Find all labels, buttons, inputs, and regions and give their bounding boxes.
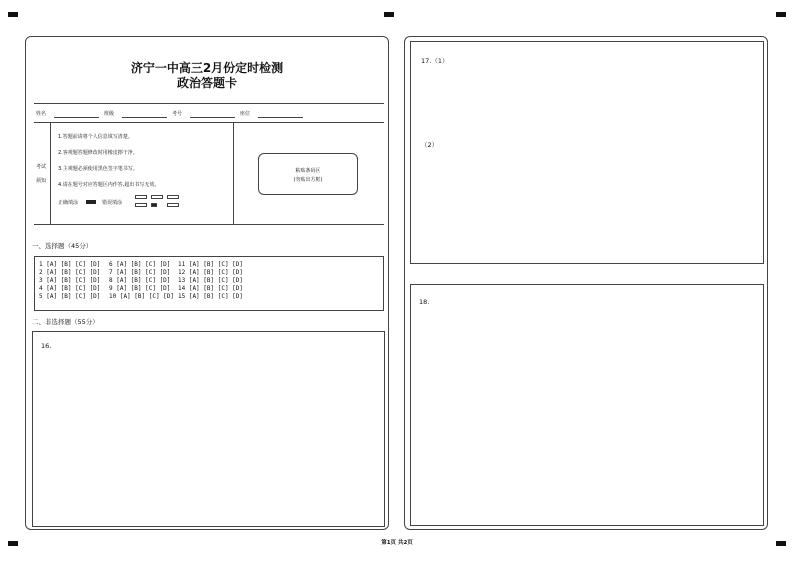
wrong-fill-sample-dot [167, 195, 179, 199]
registration-mark-top-left [8, 12, 18, 17]
exam-notice [34, 123, 384, 225]
mc-row[interactable]: 4 [A] [B] [C] [D] [39, 285, 101, 292]
wrong-fill-label: 错误填涂 [102, 200, 123, 206]
seat-label: 座位 [240, 111, 251, 117]
answer-box-q16[interactable] [32, 331, 385, 527]
notice-label-line1: 考试 [36, 164, 47, 170]
mc-row[interactable]: 9 [A] [B] [C] [D] [109, 285, 171, 292]
registration-mark-top-right [776, 12, 786, 17]
mc-row[interactable]: 8 [A] [B] [C] [D] [109, 277, 171, 284]
barcode-note: (勿贴出方框) [293, 177, 323, 183]
barcode-label: 粘贴条码区 [295, 168, 321, 174]
answer-box-q18[interactable] [410, 284, 764, 526]
notice-item: 1.答题前请将个人信息填写清楚。 [58, 134, 133, 140]
mc-row[interactable]: 2 [A] [B] [C] [D] [39, 269, 101, 276]
q17-part1-label: 17.（1） [421, 57, 449, 65]
notice-items [58, 133, 238, 197]
mc-row[interactable]: 6 [A] [B] [C] [D] [109, 261, 171, 268]
registration-mark-top-center [384, 12, 394, 17]
left-panel [25, 36, 389, 530]
multiple-choice-grid [34, 256, 384, 311]
mc-row[interactable]: 3 [A] [B] [C] [D] [39, 277, 101, 284]
name-field[interactable] [54, 117, 99, 118]
seat-field[interactable] [258, 117, 303, 118]
barcode-paste-box [258, 153, 358, 195]
correct-fill-sample [86, 200, 96, 204]
mc-column-2 [109, 261, 174, 301]
mc-row[interactable]: 7 [A] [B] [C] [D] [109, 269, 171, 276]
answer-box-q17[interactable] [410, 41, 764, 264]
section1-title: 一、选择题（45分） [32, 242, 93, 250]
notice-label-line2: 须知 [36, 178, 47, 184]
exam-number-label: 考号 [172, 111, 183, 117]
q18-label: 18. [419, 298, 430, 306]
class-label: 班级 [104, 111, 115, 117]
wrong-fill-sample-line [167, 203, 179, 207]
mc-row[interactable]: 14 [A] [B] [C] [D] [178, 285, 244, 292]
exam-number-field[interactable] [190, 117, 235, 118]
mc-row[interactable]: 10 [A] [B] [C] [D] [109, 293, 175, 300]
mc-row[interactable]: 15 [A] [B] [C] [D] [178, 293, 244, 300]
mc-row[interactable]: 11 [A] [B] [C] [D] [178, 261, 244, 268]
mc-row[interactable]: 12 [A] [B] [C] [D] [178, 269, 244, 276]
wrong-fill-sample-half [135, 203, 147, 207]
right-panel [404, 36, 768, 530]
section2-title: 二、非选择题（55分） [32, 318, 99, 326]
wrong-fill-sample-check [135, 195, 147, 199]
correct-fill-label: 正确填涂 [58, 200, 79, 206]
q16-label: 16. [41, 342, 52, 350]
mc-row[interactable]: 1 [A] [B] [C] [D] [39, 261, 101, 268]
notice-item: 3.主观题必须使用黑色签字笔书写。 [58, 166, 138, 172]
mc-column-1 [39, 261, 100, 301]
sheet-title: 济宁一中高三2月份定时检测 [130, 61, 284, 75]
mc-row[interactable]: 13 [A] [B] [C] [D] [178, 277, 244, 284]
barcode-area [233, 123, 384, 224]
page-footer: 第1页 共2页 [381, 540, 413, 546]
class-field[interactable] [122, 117, 167, 118]
name-label: 姓名 [36, 111, 47, 117]
mc-column-3 [178, 261, 243, 301]
q17-part2-label: （2） [421, 141, 439, 149]
mc-row[interactable]: 5 [A] [B] [C] [D] [39, 293, 101, 300]
notice-item: 2.客观题答题修改时用橡皮擦干净。 [58, 150, 138, 156]
notice-label [34, 123, 51, 224]
notice-item: 4.请在题号对应答题区内作答,超出书写无效。 [58, 182, 160, 188]
wrong-fill-sample-cross [151, 195, 163, 199]
wrong-fill-sample-filled [151, 203, 157, 207]
sheet-subtitle: 政治答题卡 [176, 76, 237, 90]
student-info-row [34, 103, 384, 123]
